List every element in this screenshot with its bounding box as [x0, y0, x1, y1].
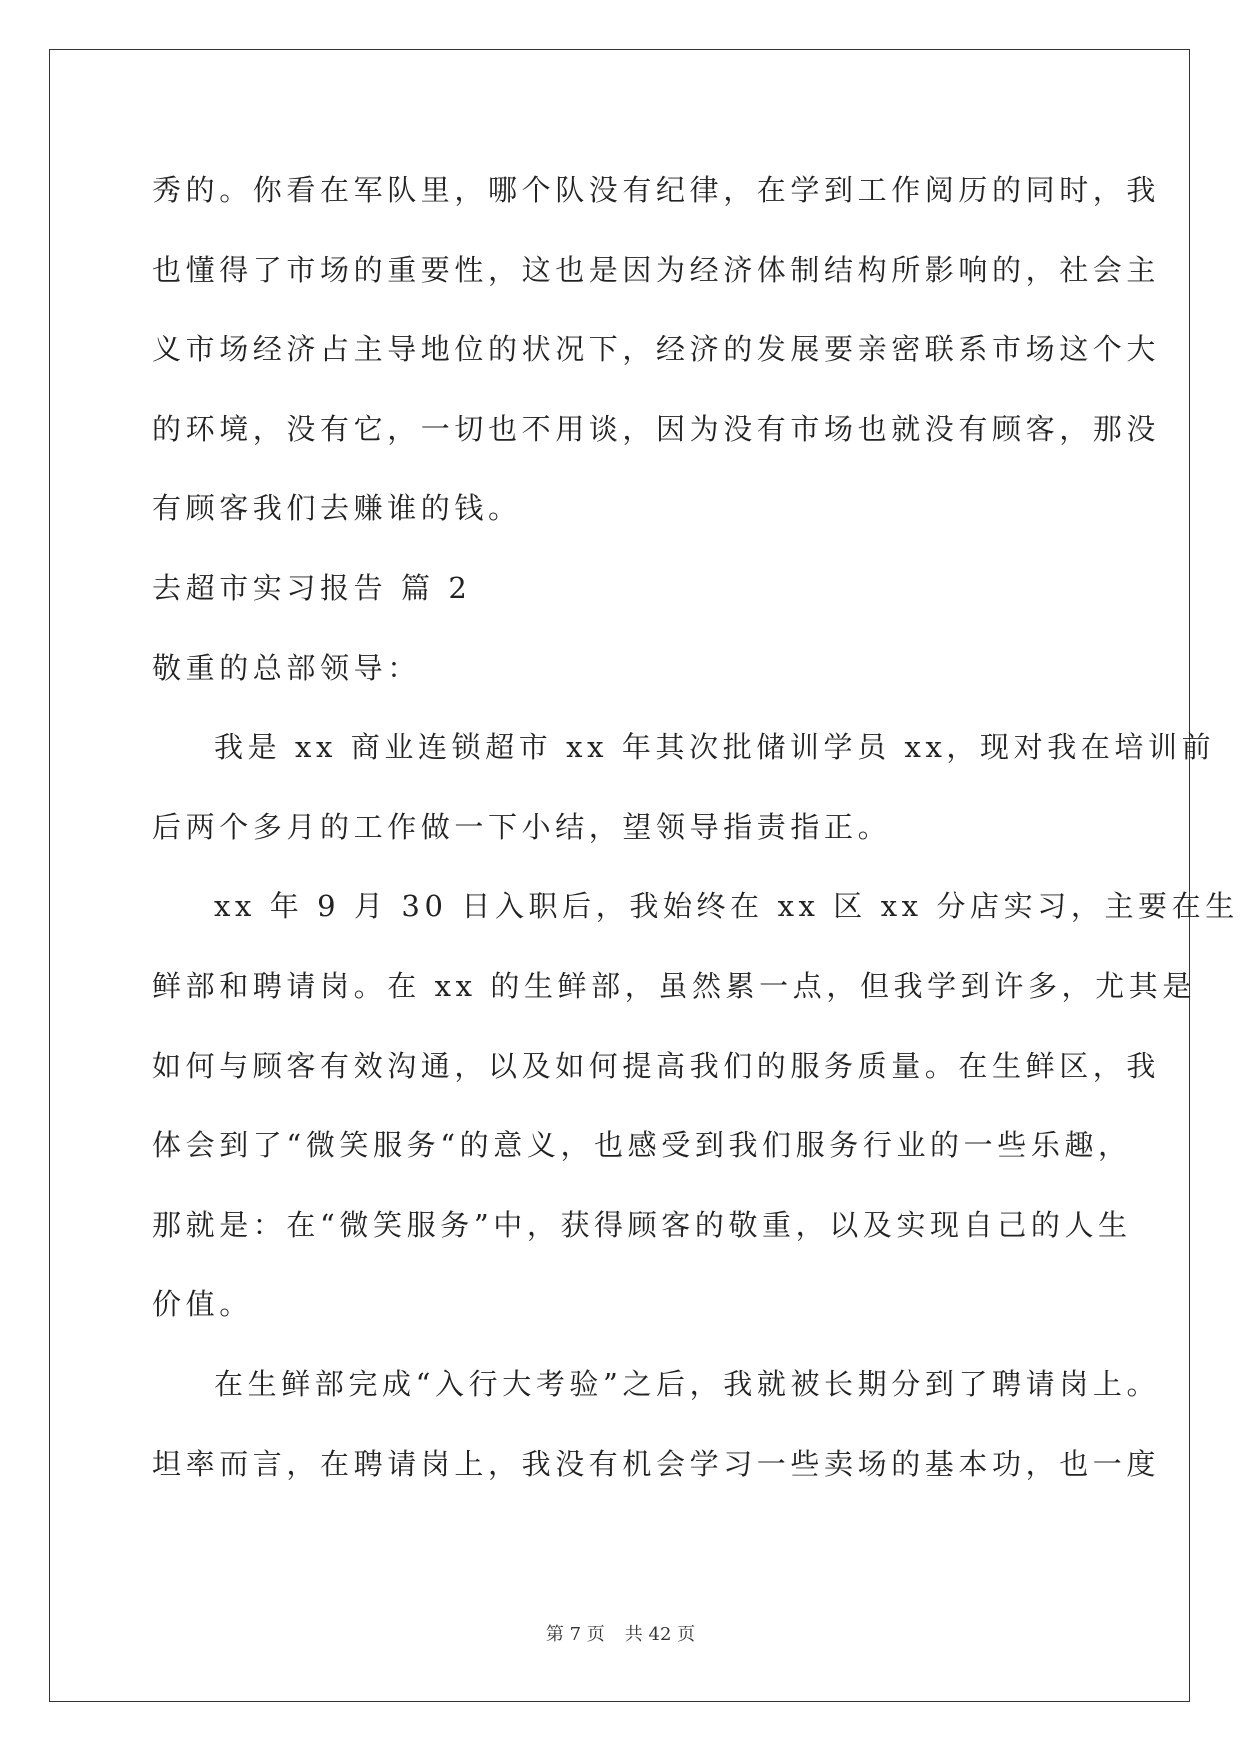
- page-footer: [0, 1620, 1241, 1646]
- section-heading: 去超市实习报告 篇 2: [152, 571, 472, 605]
- text-line: 有顾客我们去赚谁的钱。: [152, 491, 522, 525]
- salutation: 敬重的总部领导：: [152, 651, 421, 685]
- text-line: 我是 xx 商业连锁超市 xx 年其次批储训学员 xx，现对我在培训前: [214, 730, 1216, 764]
- text-line: 价值。: [152, 1287, 253, 1321]
- text-line: 体会到了“微笑服务“的意义，也感受到我们服务行业的一些乐趣，: [152, 1128, 1132, 1162]
- text-line: 后两个多月的工作做一下小结，望领导指责指正。: [152, 810, 892, 844]
- text-line: 坦率而言，在聘请岗上，我没有机会学习一些卖场的基本功，也一度: [152, 1447, 1161, 1481]
- text-line: 也懂得了市场的重要性，这也是因为经济体制结构所影响的，社会主: [152, 253, 1161, 287]
- text-line: 秀的。你看在军队里，哪个队没有纪律，在学到工作阅历的同时，我: [152, 173, 1161, 207]
- page-total: 共 42 页: [624, 1624, 696, 1645]
- text-line: 的环境，没有它，一切也不用谈，因为没有市场也就没有顾客，那没: [152, 412, 1161, 446]
- page-number: 第 7 页: [545, 1624, 605, 1645]
- text-line: 那就是：在“微笑服务”中，获得顾客的敬重，以及实现自己的人生: [152, 1208, 1132, 1242]
- text-line: 义市场经济占主导地位的状况下，经济的发展要亲密联系市场这个大: [152, 332, 1161, 366]
- text-line: xx 年 9 月 30 日入职后，我始终在 xx 区 xx 分店实习，主要在生: [214, 889, 1239, 923]
- text-line: 鲜部和聘请岗。在 xx 的生鲜部，虽然累一点，但我学到许多，尤其是: [152, 969, 1196, 1003]
- text-line: 如何与顾客有效沟通，以及如何提高我们的服务质量。在生鲜区，我: [152, 1049, 1161, 1083]
- text-line: 在生鲜部完成“入行大考验”之后，我就被长期分到了聘请岗上。: [214, 1367, 1161, 1401]
